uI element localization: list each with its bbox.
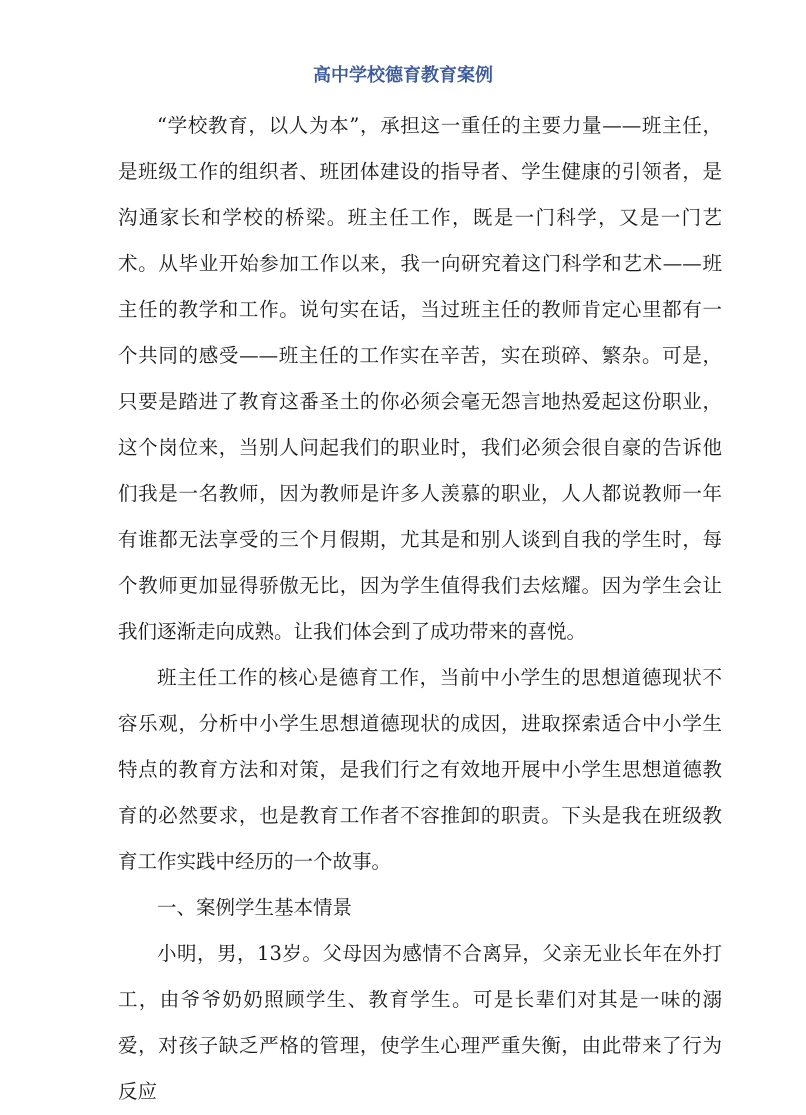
paragraph: 小明，男，13岁。父母因为感情不合离异，父亲无业长年在外打工，由爷爷奶奶照顾学生、教育学生。可是长辈们对其是一味的溺爱，对孩子缺乏严格的管理，使学生心理严重失衡，由此带来了行为反应 bbox=[118, 942, 722, 1103]
document-body bbox=[118, 103, 722, 1115]
document-title: 高中学校德育教育案例 bbox=[313, 65, 493, 86]
section-heading: 一、案例学生基本情景 bbox=[157, 896, 353, 919]
paragraph: 班主任工作的核心是德育工作，当前中小学生的思想道德现状不容乐观，分析中小学生思想道德现状的成因，进取探索适合中小学生特点的教育方法和对策，是我们行之有效地开展中小学生思想道德教育的必然要求，也是教育工作者不容推卸的职责。下头是我在班级教育工作实践中经历的一个故事。 bbox=[118, 666, 722, 873]
paragraph: “学校教育，以人为本”，承担这一重任的主要力量——班主任，是班级工作的组织者、班团体建设的指导者、学生健康的引领者，是沟通家长和学校的桥梁。班主任工作，既是一门科学，又是一门艺术。从毕业开始参加工作以来，我一向研究着这门科学和艺术——班主任的教学和工作。说句实在话，当过班主任的教师肯定心里都有一个共同的感受——班主任的工作实在辛苦，实在琐碎、繁杂。可是，只要是踏进了教育这番圣土的你必须会毫无怨言地热爱起这份职业，这个岗位来，当别人问起我们的职业时，我们必须会很自豪的告诉他们我是一名教师，因为教师是许多人羡慕的职业，人人都说教师一年有谁都无法享受的三个月假期，尤其是和别人谈到自我的学生时，每个教师更加显得骄傲无比，因为学生值得我们去炫耀。因为学生会让我们逐渐走向成熟。让我们体会到了成功带来的喜悦。 bbox=[118, 114, 722, 643]
